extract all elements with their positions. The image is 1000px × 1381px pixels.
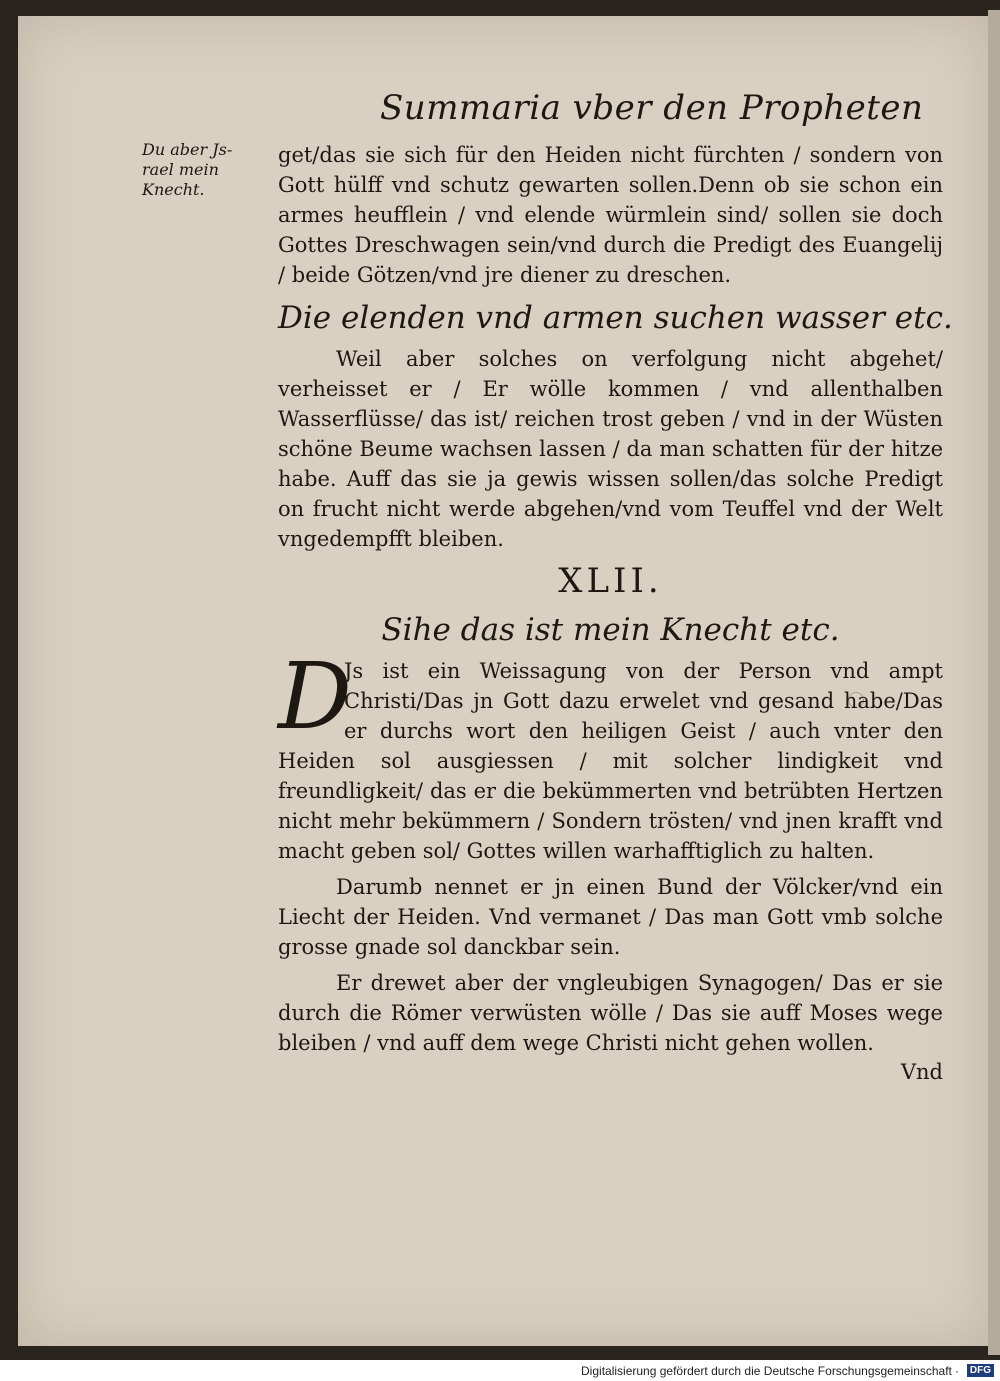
- dropcap-paragraph: [278, 643, 943, 866]
- dropcap-letter: D: [278, 643, 352, 750]
- page-edge: [988, 10, 1000, 1355]
- main-text: [278, 140, 953, 1086]
- paragraph-2: Weil aber solches on verfolgung nicht abgehet/ verheisset er / Er wölle kommen / vnd allenthalben Wasserflüsse/ das ist/ reichen trost geben / vnd in der Wüsten schöne Beume wachsen lassen / da man schatten für der hitze habe. Auff das sie ja gewis wissen sollen/das solche Predigt on frucht nicht werde abgehen/vnd vom Teuffel vnd der Welt vngedempfft bleiben.: [278, 347, 943, 551]
- chapter-number: XLII.: [558, 561, 663, 601]
- catchword-line: [278, 1058, 943, 1086]
- digitization-footer: Digitalisierung gefördert durch die Deutsche Forschungsgemeinschaft · DFG: [0, 1360, 1000, 1381]
- section-heading-1: Die elenden vnd armen suchen wasser etc.: [278, 300, 953, 336]
- running-head: Summaria vber den Propheten: [380, 88, 924, 128]
- paragraph-1: get/das sie sich für den Heiden nicht fürchten / sondern von Gott hülff vnd schutz gewarten sollen.Denn ob sie schon ein armes heufflein / vnd elende würmlein sind/ sollen sie doch Gottes Dreschwagen sein/vnd durch die Predigt des Euangelij / beide Götzen/vnd jre diener zu dreschen.: [278, 143, 943, 287]
- catchword: Vnd: [900, 1060, 943, 1084]
- section-heading-2: Sihe das ist mein Knecht etc.: [381, 612, 840, 648]
- dfg-logo-icon: DFG: [967, 1364, 994, 1377]
- paragraph-5: Er drewet aber der vngleubigen Synagogen/ Das er sie durch die Römer verwüsten wölle / Das sie auff Moses wege bleiben / vnd auff dem wege Christi nicht gehen wollen.: [278, 971, 943, 1055]
- marginal-note: Du aber Js-rael mein Knecht.: [142, 140, 233, 199]
- paragraph-3: Js ist ein Weissagung von der Person vnd ampt Christi/Das jn Gott dazu erwelet vnd gesand habe/Das er durchs wort den heiligen Geist / auch vnter den Heiden sol ausgiessen / mit solcher lindigkeit vnd freundligkeit/ das er die bekümmerten vnd betrübten Hertzen nicht mehr bekümmern / Sondern trösten/ vnd jnen krafft vnd macht geben sol/ Gottes willen warhafftiglich zu halten.: [278, 659, 943, 863]
- footer-credit: Digitalisierung gefördert durch die Deutsche Forschungsgemeinschaft: [581, 1363, 952, 1378]
- paragraph-4: Darumb nennet er jn einen Bund der Völcker/vnd ein Liecht der Heiden. Vnd vermanet / Das man Gott vmb solche grosse gnade sol danckbar sein.: [278, 875, 943, 959]
